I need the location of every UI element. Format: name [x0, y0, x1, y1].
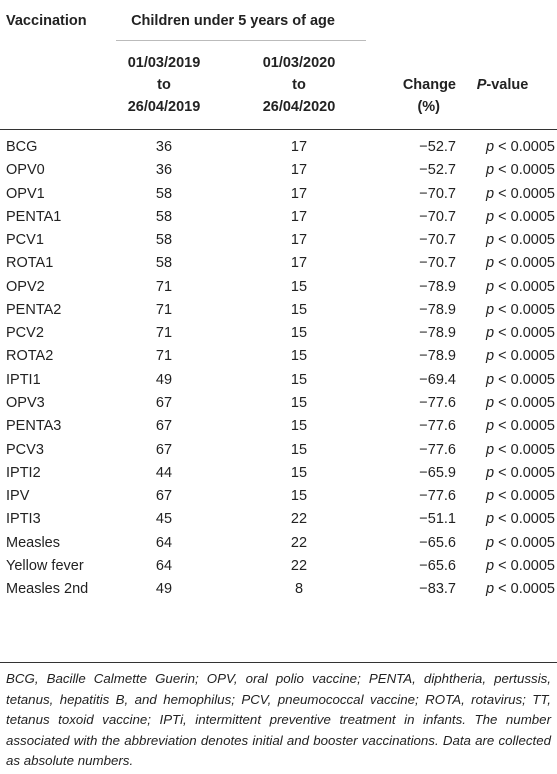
value-2019: 58 [155, 255, 173, 272]
p-value [456, 183, 555, 206]
vaccine-name: IPTI3 [6, 511, 41, 528]
value-2019: 49 [155, 581, 173, 598]
change-percent: −78.9 [419, 278, 456, 295]
p-threshold: < 0.0005 [494, 185, 555, 202]
change-percent: −83.7 [419, 581, 456, 598]
p-value [456, 159, 555, 182]
p-value [456, 206, 555, 229]
p-threshold: < 0.0005 [494, 395, 555, 411]
value-2020: 15 [290, 278, 308, 295]
p-threshold: < 0.0005 [494, 511, 555, 528]
vaccine-name: OPV1 [6, 185, 45, 202]
vaccine-name: Measles [6, 534, 60, 551]
value-2020: 22 [290, 511, 308, 528]
vaccine-name: Measles 2nd [6, 581, 89, 598]
vaccine-name: BCG [6, 139, 38, 155]
p-symbol: p [486, 418, 495, 435]
value-2019: 36 [155, 162, 173, 179]
p-value [456, 369, 555, 392]
p-symbol: p [486, 511, 495, 528]
p-value [456, 252, 555, 275]
change-percent: −77.6 [419, 488, 456, 505]
vaccine-name: OPV2 [6, 278, 45, 295]
p-value [456, 322, 555, 345]
p-symbol: p [486, 534, 495, 551]
change-percent: −70.7 [419, 208, 456, 225]
vaccine-name: PCV3 [6, 441, 44, 458]
p-threshold: < 0.0005 [494, 464, 555, 481]
p-threshold: < 0.0005 [494, 441, 555, 458]
value-2019: 44 [155, 464, 173, 481]
p-threshold: < 0.0005 [494, 255, 555, 272]
p-threshold: < 0.0005 [494, 162, 555, 179]
p-value [456, 345, 555, 368]
change-percent: −78.9 [419, 301, 456, 318]
vaccine-name: PCV2 [6, 325, 44, 342]
p-threshold: < 0.0005 [494, 232, 555, 249]
table-row [0, 485, 557, 508]
change-percent: −78.9 [419, 348, 456, 365]
value-2019: 45 [155, 511, 173, 528]
p-symbol: p [486, 325, 495, 342]
header-change: Change (%) [402, 77, 456, 115]
p-threshold: < 0.0005 [494, 348, 555, 365]
table-row [0, 136, 557, 159]
table-row [0, 439, 557, 462]
change-percent: −65.6 [419, 534, 456, 551]
value-2020: 17 [290, 208, 308, 225]
value-2019: 58 [155, 208, 173, 225]
p-threshold: < 0.0005 [494, 557, 555, 574]
vaccine-name: ROTA1 [6, 255, 54, 272]
change-percent: −69.4 [419, 371, 456, 388]
p-value [456, 229, 555, 252]
change-percent: −70.7 [419, 232, 456, 249]
value-2019: 71 [155, 348, 173, 365]
change-percent: −77.6 [419, 441, 456, 458]
change-percent: −65.6 [419, 557, 456, 574]
value-2020: 22 [290, 557, 308, 574]
table-row [0, 462, 557, 485]
table-row [0, 252, 557, 275]
value-2019: 58 [155, 232, 173, 249]
change-percent: −52.7 [419, 162, 456, 179]
p-threshold: < 0.0005 [494, 301, 555, 318]
change-percent: −70.7 [419, 185, 456, 202]
p-value [456, 439, 555, 462]
table-row [0, 276, 557, 299]
value-2020: 8 [294, 581, 304, 598]
table-row [0, 369, 557, 392]
p-value [456, 276, 555, 299]
p-value [456, 136, 555, 159]
group-underline [116, 40, 366, 41]
value-2019: 36 [155, 139, 173, 155]
header-pvalue: P-value [476, 77, 529, 93]
p-symbol: p [486, 208, 495, 225]
value-2019: 71 [155, 325, 173, 342]
p-value [456, 299, 555, 322]
value-2020: 15 [290, 348, 308, 365]
table-row [0, 415, 557, 438]
change-percent: −52.7 [419, 139, 456, 155]
value-2020: 17 [290, 139, 308, 155]
p-threshold: < 0.0005 [494, 208, 555, 225]
table-row [0, 206, 557, 229]
table-row [0, 508, 557, 531]
table-row [0, 229, 557, 252]
header-group: Children under 5 years of age [131, 13, 335, 29]
p-symbol: p [486, 185, 495, 202]
p-value [456, 462, 555, 485]
header-period-2019: 01/03/2019 to 26/04/2019 [127, 55, 201, 115]
change-percent: −51.1 [419, 511, 456, 528]
change-percent: −65.9 [419, 464, 456, 481]
p-threshold: < 0.0005 [494, 278, 555, 295]
bottom-rule [0, 662, 557, 663]
p-value [456, 485, 555, 508]
p-value [456, 555, 555, 578]
p-threshold: < 0.0005 [494, 581, 555, 598]
p-symbol: p [486, 371, 495, 388]
value-2020: 15 [290, 441, 308, 458]
value-2019: 49 [155, 371, 173, 388]
p-value [456, 508, 555, 531]
value-2020: 15 [290, 371, 308, 388]
p-symbol: p [486, 139, 495, 155]
value-2020: 15 [290, 418, 308, 435]
table-row [0, 322, 557, 345]
value-2020: 15 [290, 464, 308, 481]
value-2020: 15 [290, 395, 308, 411]
p-threshold: < 0.0005 [494, 139, 555, 155]
value-2020: 17 [290, 185, 308, 202]
header-rule [0, 129, 557, 130]
change-percent: −77.6 [419, 418, 456, 435]
value-2019: 71 [155, 301, 173, 318]
value-2020: 15 [290, 301, 308, 318]
table-row [0, 159, 557, 182]
table-row [0, 392, 557, 415]
p-threshold: < 0.0005 [494, 371, 555, 388]
value-2020: 17 [290, 255, 308, 272]
p-symbol: p [486, 488, 495, 505]
value-2019: 67 [155, 395, 173, 411]
table-row [0, 345, 557, 368]
change-percent: −78.9 [419, 325, 456, 342]
p-symbol: p [486, 464, 495, 481]
vaccine-name: OPV3 [6, 395, 45, 411]
p-value [456, 415, 555, 438]
value-2019: 58 [155, 185, 173, 202]
p-value [456, 578, 555, 601]
p-threshold: < 0.0005 [494, 418, 555, 435]
p-symbol: p [486, 232, 495, 249]
p-threshold: < 0.0005 [494, 325, 555, 342]
p-symbol: p [486, 348, 495, 365]
table-footnote: BCG, Bacille Calmette Guerin; OPV, oral polio vaccine; PENTA, diphtheria, pertussis, tetanus, hepatitis B, and hemophilus; PCV, pneumococcal vaccine; ROTA, rotavirus; TT, tetanus toxoid vaccine; IPTi, intermittent preventive treatment in infants. The number associated with the abbreviation denotes initial and booster vaccinations. Data are collected as absolute numbers. [6, 671, 551, 768]
value-2019: 67 [155, 488, 173, 505]
p-symbol: p [486, 557, 495, 574]
p-threshold: < 0.0005 [494, 488, 555, 505]
p-symbol: p [486, 441, 495, 458]
value-2019: 71 [155, 278, 173, 295]
value-2020: 15 [290, 325, 308, 342]
value-2020: 15 [290, 488, 308, 505]
vaccine-name: PCV1 [6, 232, 44, 249]
vaccine-name: ROTA2 [6, 348, 54, 365]
value-2020: 17 [290, 232, 308, 249]
value-2020: 22 [290, 534, 308, 551]
vaccine-name: IPTI1 [6, 371, 41, 388]
p-value [456, 532, 555, 555]
p-symbol: p [486, 162, 495, 179]
table-row [0, 183, 557, 206]
p-symbol: p [486, 395, 495, 411]
change-percent: −77.6 [419, 395, 456, 411]
header-vaccination: Vaccination [6, 13, 87, 29]
p-threshold: < 0.0005 [494, 534, 555, 551]
p-symbol: p [486, 301, 495, 318]
header-period-2020: 01/03/2020 to 26/04/2020 [262, 55, 336, 115]
change-percent: −70.7 [419, 255, 456, 272]
value-2019: 67 [155, 418, 173, 435]
p-value [456, 392, 555, 415]
vaccine-name: PENTA1 [6, 208, 62, 225]
p-symbol: p [486, 581, 495, 598]
vaccine-name: PENTA3 [6, 418, 62, 435]
value-2019: 67 [155, 441, 173, 458]
vaccine-name: PENTA2 [6, 301, 62, 318]
table-row [0, 578, 557, 601]
vaccine-name: IPTI2 [6, 464, 41, 481]
vaccine-name: IPV [6, 488, 30, 505]
table-row [0, 532, 557, 555]
value-2019: 64 [155, 557, 173, 574]
p-symbol: p [486, 255, 495, 272]
table-row [0, 299, 557, 322]
vaccine-name: OPV0 [6, 162, 45, 179]
vaccine-name: Yellow fever [6, 557, 84, 574]
value-2020: 17 [290, 162, 308, 179]
value-2019: 64 [155, 534, 173, 551]
table-row [0, 555, 557, 578]
p-symbol: p [486, 278, 495, 295]
